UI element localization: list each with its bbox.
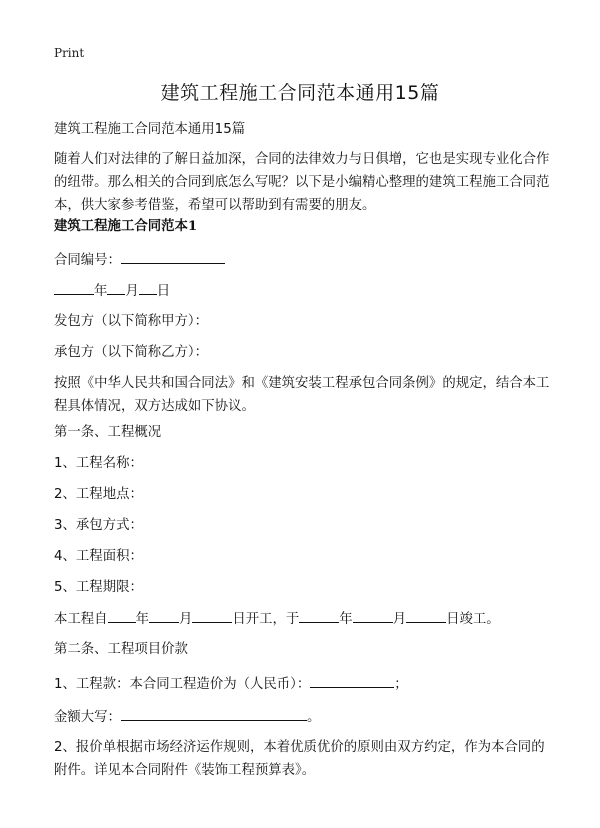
article-1-heading: 第一条、工程概况: [54, 425, 162, 440]
amount-words-line: [54, 705, 554, 729]
start-day-blank[interactable]: [192, 607, 232, 623]
year-label: 年: [94, 284, 108, 299]
item-project-name: 1、工程名称：: [54, 456, 143, 471]
start-month-blank[interactable]: [149, 607, 179, 623]
end-month-blank[interactable]: [353, 607, 393, 623]
section-heading: 建筑工程施工合同范本1: [54, 218, 198, 234]
start-year-blank[interactable]: [108, 607, 136, 623]
price-end: ；: [394, 677, 408, 692]
item-project-location: 2、工程地点：: [54, 487, 143, 502]
period-end-text: 日竣工。: [446, 612, 500, 627]
amount-words-blank[interactable]: [121, 705, 307, 721]
date-line: [54, 279, 554, 303]
item-contract-method: 3、承包方式：: [54, 518, 143, 533]
start-month-label: 月: [178, 612, 193, 627]
legal-basis-paragraph: 按照《中华人民共和国合同法》和《建筑安装工程承包合同条例》的规定，结合本工程具体情况，双方达成如下协议。: [54, 376, 550, 414]
contract-number-label: 合同编号：: [54, 253, 121, 268]
party-b-line: 承包方（以下简称乙方）：: [54, 345, 208, 360]
month-blank[interactable]: [107, 279, 125, 295]
contract-number-blank[interactable]: [121, 248, 225, 264]
print-label[interactable]: Print: [54, 46, 85, 60]
article-2-heading: 第二条、工程项目价款: [54, 642, 188, 657]
day-label: 日: [156, 284, 171, 299]
end-day-blank[interactable]: [406, 607, 446, 623]
period-prefix: 本工程自: [54, 612, 108, 627]
item-project-period: 5、工程期限：: [54, 580, 143, 595]
year-blank[interactable]: [54, 279, 94, 295]
item-project-area: 4、工程面积：: [54, 549, 143, 564]
price-note-paragraph: 2、报价单根据市场经济运作规则，本着优质优价的原则由双方约定，作为本合同的附件。详见本合同附件《装饰工程预算表》。: [54, 740, 545, 778]
amount-words-label: 金额大写：: [54, 710, 121, 725]
price-blank[interactable]: [310, 672, 394, 688]
day-blank[interactable]: [139, 279, 157, 295]
amount-words-end: 。: [306, 710, 321, 725]
start-year-label: 年: [135, 612, 149, 627]
document-subtitle: 建筑工程施工合同范本通用15篇: [54, 122, 246, 137]
contract-number-line: [54, 248, 554, 272]
end-year-label: 年: [339, 612, 353, 627]
end-year-blank[interactable]: [299, 607, 339, 623]
month-label: 月: [125, 284, 139, 299]
period-start-text: 日开工，于: [232, 612, 300, 627]
period-line: [54, 607, 554, 631]
price-line: [54, 672, 554, 696]
intro-paragraph: 随着人们对法律的了解日益加深，合同的法律效力与日俱增，它也是实现专业化合作的纽带。那么相关的合同到底怎么写呢？以下是小编精心整理的建筑工程施工合同范本，供大家参考借鉴，希望可以帮助到有需要的朋友。: [54, 152, 550, 213]
party-a-line: 发包方（以下简称甲方）：: [54, 314, 208, 329]
document-title: 建筑工程施工合同范本通用15篇: [160, 82, 440, 104]
end-month-label: 月: [392, 612, 407, 627]
price-label: 1、工程款：本合同工程造价为（人民币）：: [54, 677, 311, 692]
